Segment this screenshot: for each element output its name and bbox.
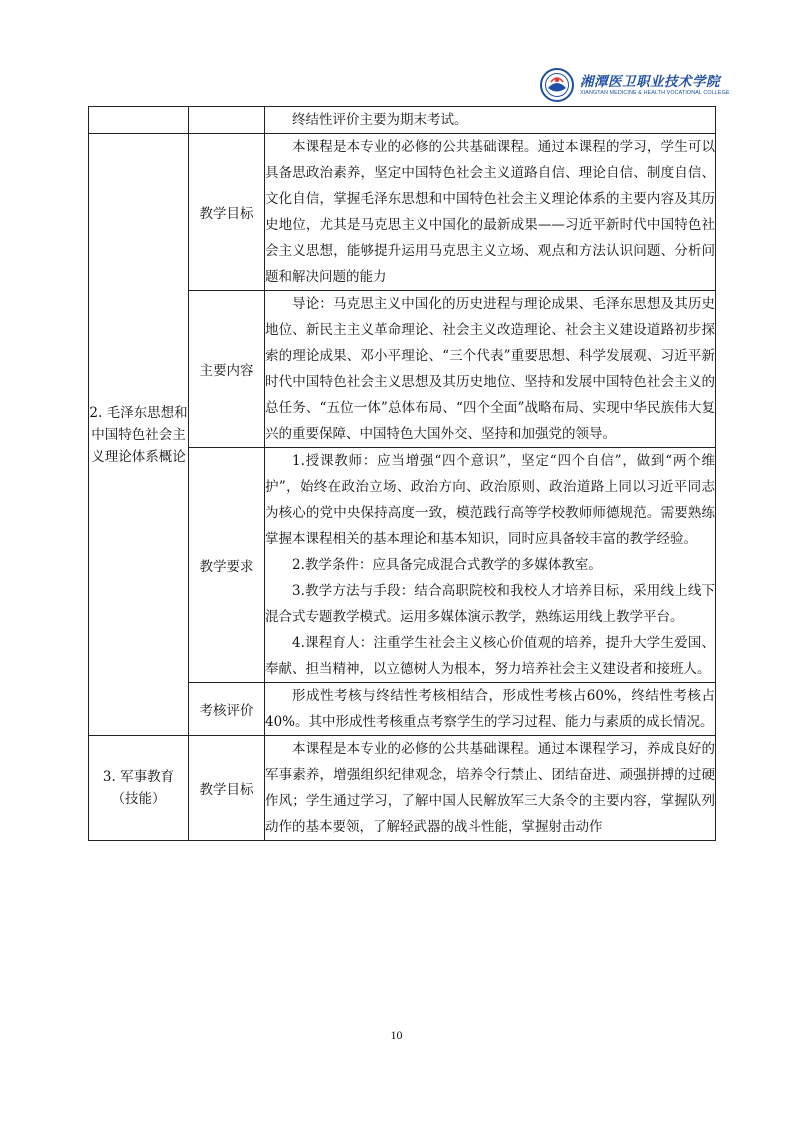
course-cell-empty <box>89 107 189 134</box>
table-row <box>89 107 716 134</box>
objective-text: 本课程是本专业的必修的公共基础课程。通过本课程的学习，学生可以具备思政治素养，坚定中国特色社会主义道路自信、理论自信、制度自信、文化自信，掌握毛泽东思想和中国特色社会主义理论体系的主要内容及其历史地位，尤其是马克思主义中国化的最新成果——习近平新时代中国特色社会主义思想，能够提升运用马克思主义立场、观点和方法认识问题、分析问题和解决问题的能力 <box>265 139 715 285</box>
table-row <box>89 134 716 291</box>
requirement-item: 3.教学方法与手段：结合高职院校和我校人才培养目标，采用线上线下混合式专题教学模式。运用多媒体演示教学，熟练运用线上教学平台。 <box>265 583 715 625</box>
requirement-item: 2.教学条件：应具备完成混合式教学的多媒体教室。 <box>292 557 602 573</box>
course-name: 3. 军事教育 <box>102 769 175 785</box>
row-label: 考核评价 <box>189 683 265 736</box>
school-emblem-icon <box>540 68 574 102</box>
table-row <box>89 736 716 841</box>
requirement-item: 1.授课教师：应当增强“四个意识”，坚定“四个自信”，做到“两个维护”，始终在政治立场、政治方向、政治原则、政治道路上同以习近平同志为核心的党中央保持高度一致，模范践行高等学校教师师德规范。需要熟练掌握本课程相关的基本理论和基本知识，同时应具备较丰富的教学经验。 <box>265 453 715 547</box>
final-exam-text: 终结性评价主要为期末考试。 <box>292 112 468 128</box>
row-label: 教学目标 <box>189 134 265 291</box>
label-cell-empty <box>189 107 265 134</box>
row-label: 教学要求 <box>189 448 265 683</box>
course-name-cell <box>89 134 189 736</box>
course-name-cell <box>89 736 189 841</box>
page-number: 10 <box>390 1028 403 1042</box>
course-name-suffix: （技能） <box>111 791 166 807</box>
school-name-en: XIANGTAN MEDICINE & HEALTH VOCATIONAL COLLEGE <box>580 90 730 96</box>
content-cell <box>265 683 716 736</box>
content-cell <box>265 448 716 683</box>
main-content-text: 导论：马克思主义中国化的历史进程与理论成果、毛泽东思想及其历史地位、新民主主义革命理论、社会主义改造理论、社会主义建设道路初步探索的理论成果、邓小平理论、“三个代表”重要思想、科学发展观、习近平新时代中国特色社会主义思想及其历史地位、坚持和发展中国特色社会主义的总任务、“五位一体”总体布局、“四个全面”战略布局、实现中华民族伟大复兴的重要保障、中国特色大国外交、坚持和加强党的领导。 <box>265 296 715 442</box>
curriculum-table <box>88 106 716 841</box>
school-name: 湘潭医卫职业技术学院 <box>580 74 720 90</box>
content-cell <box>265 107 716 134</box>
row-label: 教学目标 <box>189 736 265 841</box>
school-logo <box>540 68 740 110</box>
content-cell <box>265 291 716 448</box>
content-cell <box>265 736 716 841</box>
requirement-item: 4.课程育人：注重学生社会主义核心价值观的培养，提升大学生爱国、奉献、担当精神，以立德树人为根本，努力培养社会主义建设者和接班人。 <box>265 635 715 677</box>
objective-text: 本课程是本专业的必修的公共基础课程。通过本课程学习，养成良好的军事素养，增强组织纪律观念，培养令行禁止、团结奋进、顽强拼搏的过硬作风；学生通过学习，了解中国人民解放军三大条令的主要内容，掌握队列动作的基本要领，了解轻武器的战斗性能，掌握射击动作 <box>265 741 715 835</box>
row-label: 主要内容 <box>189 291 265 448</box>
content-cell <box>265 134 716 291</box>
assessment-text: 形成性考核与终结性考核相结合，形成性考核占60%，终结性考核占40%。其中形成性考核重点考察学生的学习过程、能力与素质的成长情况。 <box>265 688 715 730</box>
course-name: 2. 毛泽东思想和中国特色社会主义理论体系概论 <box>89 404 188 465</box>
